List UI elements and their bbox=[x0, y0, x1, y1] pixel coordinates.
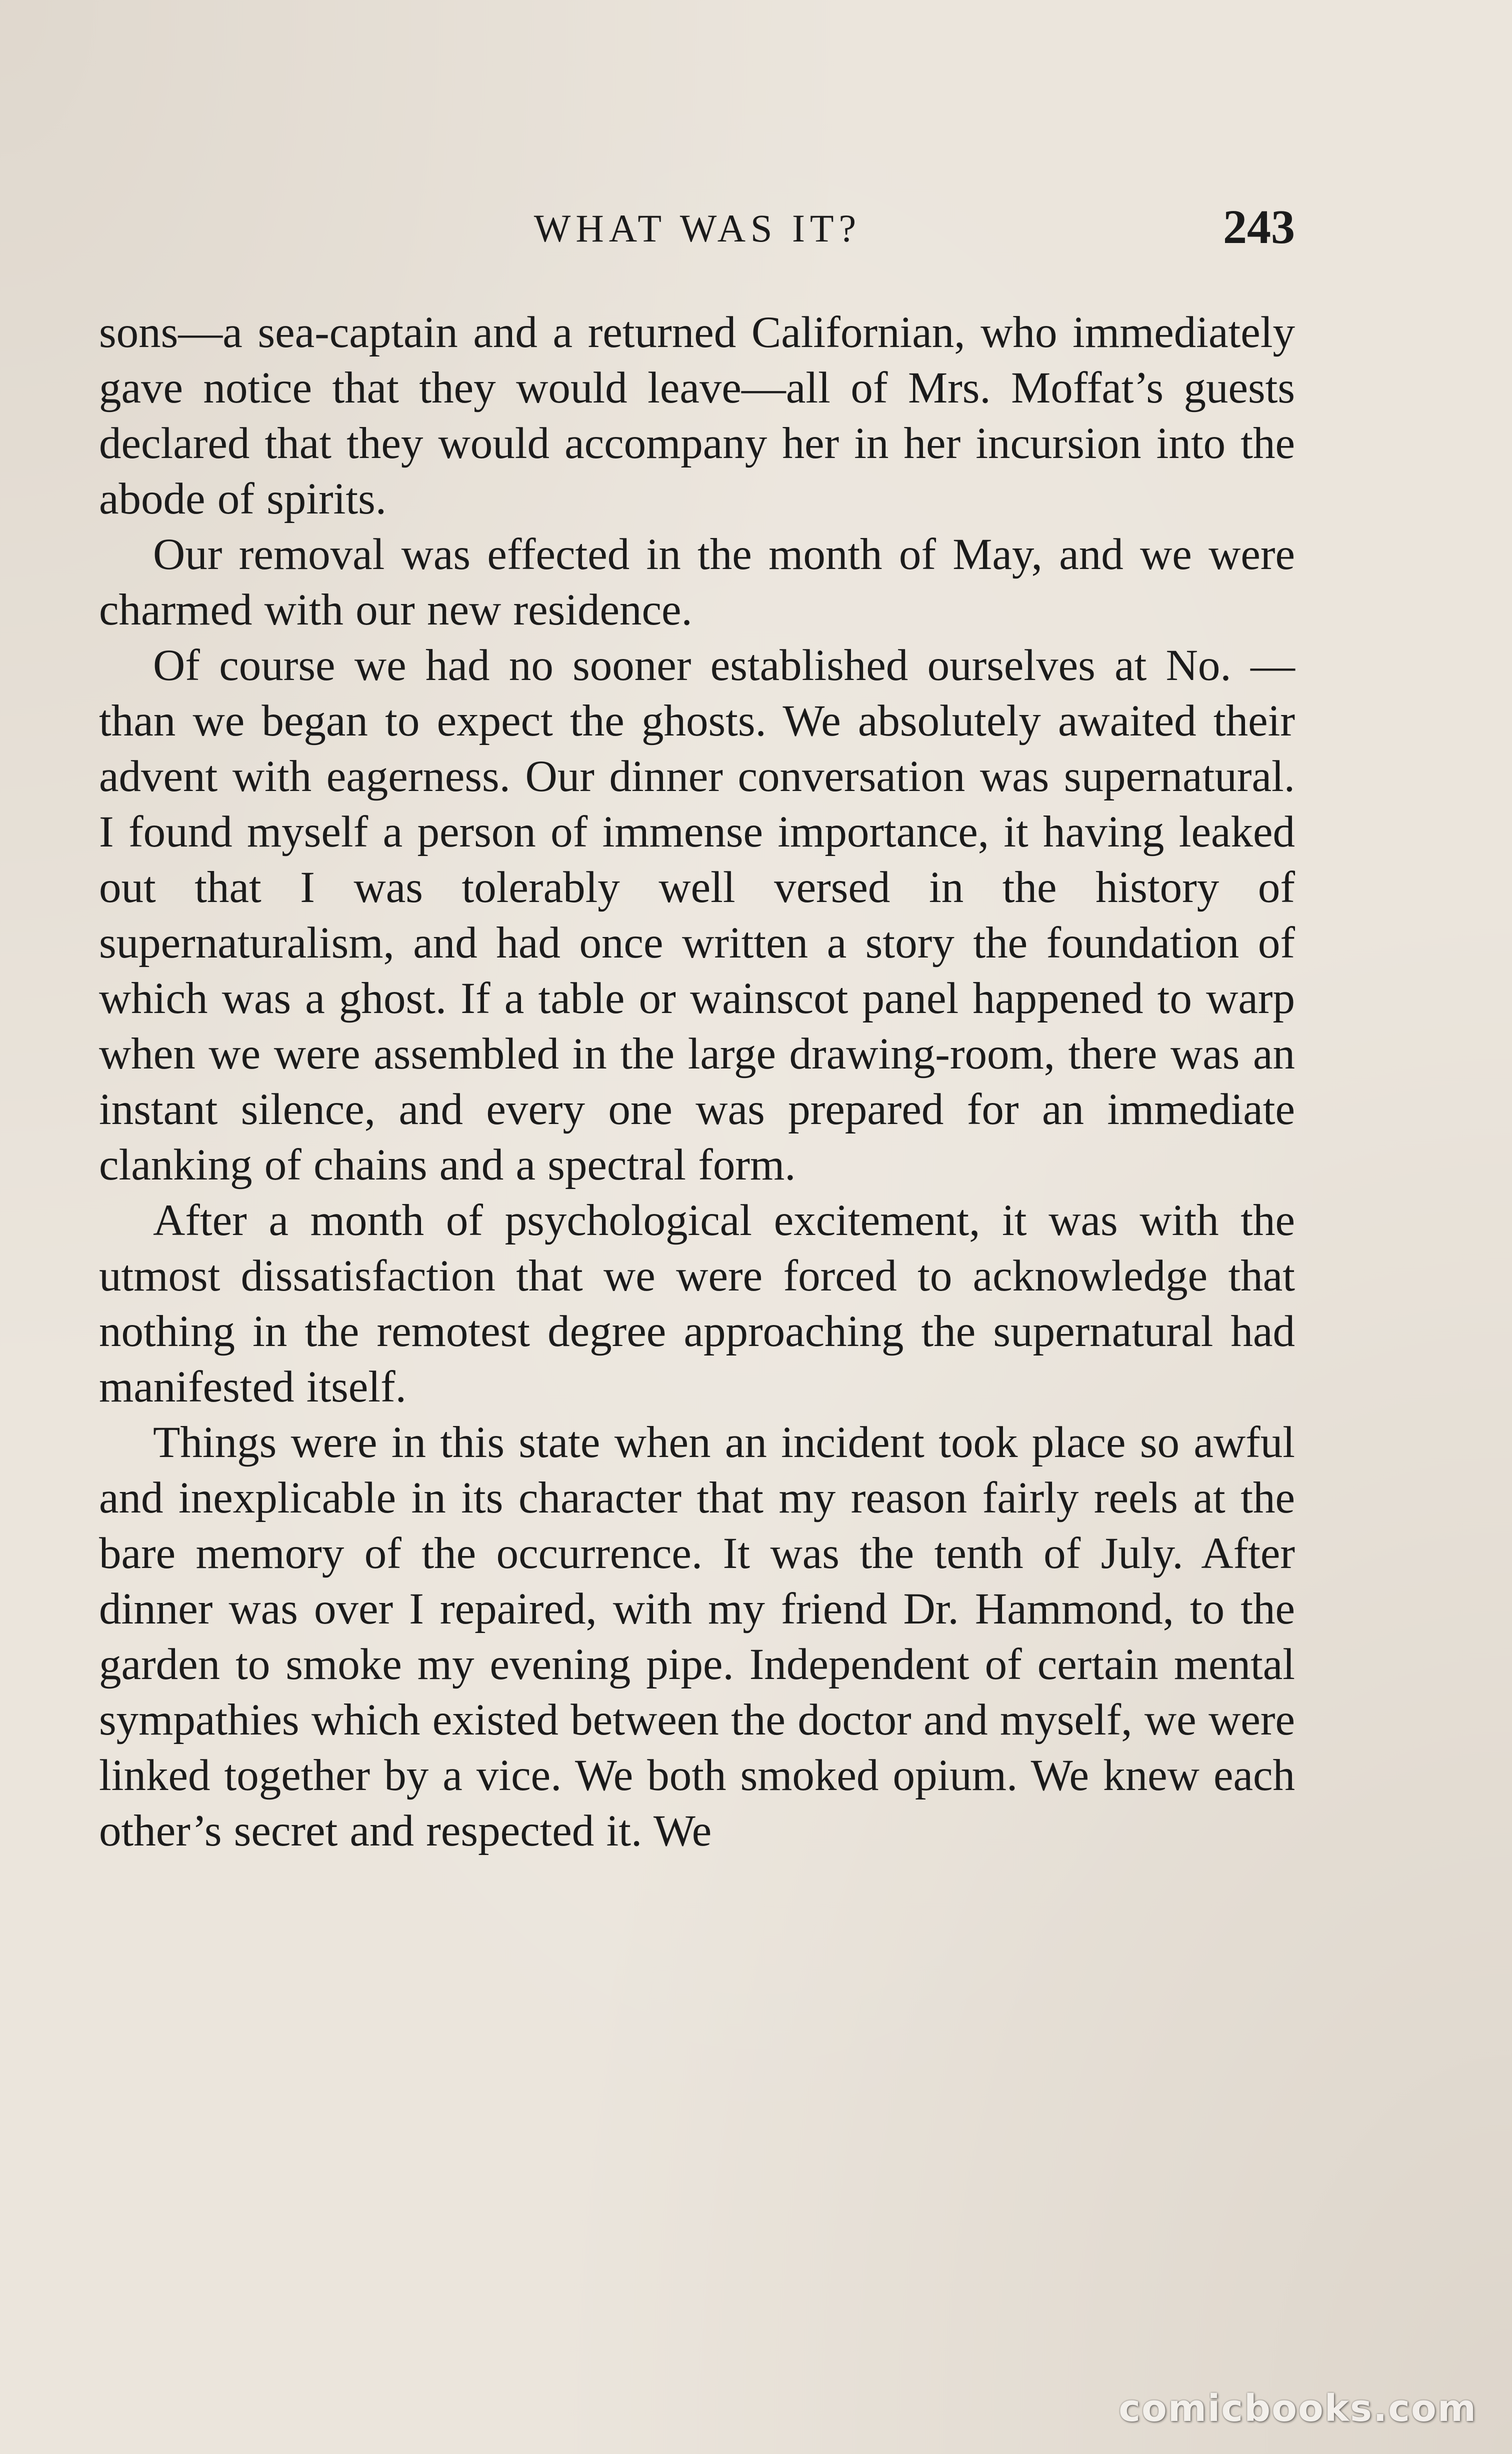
paragraph: Our removal was effected in the month of May, and we were charmed with our new residence. bbox=[99, 530, 1295, 634]
chapter-title: WHAT WAS IT? bbox=[534, 206, 862, 250]
paragraph: Things were in this state when an incident took place so awful and inexplicable in its character that my reason fairly reels at the bare memory of the occurrence. It was the tenth of July. After dinner was over I repaired, with my friend Dr. Hammond, to the garden to smoke my evening pipe. Independent of certain mental sympathies which existed between the doctor and myself, we were linked together by a vice. We both smoked opium. We knew each other’s secret and respected it. We bbox=[99, 1418, 1295, 1856]
paragraph: Of course we had no sooner established ourselves at No. — than we began to expect the ghosts. We absolutely awaited their advent with eagerness. Our dinner conversation was supernatural. I found myself a person of immense importance, it having leaked out that I was tolerably well versed in the history of supernaturalism, and had once written a story the foundation of which was a ghost. If a table or wainscot panel happened to warp when we were assembled in the large drawing-room, there was an instant silence, and every one was prepared for an immediate clanking of chains and a spectral form. bbox=[99, 641, 1295, 1190]
paragraph-continued: sons—a sea-captain and a returned Californian, who immediately gave notice that they would leave—all of Mrs. Moffat’s guests declared that they would accompany her in her incursion into the abode of spirits. bbox=[99, 308, 1295, 524]
body-text bbox=[99, 305, 1295, 1859]
watermark: comicbooks.com bbox=[1118, 2387, 1477, 2430]
page-number: 243 bbox=[1223, 200, 1295, 254]
running-head bbox=[100, 196, 1295, 261]
paragraph: After a month of psychological excitement, it was with the utmost dissatisfaction that we were forced to acknowledge that nothing in the remotest degree approaching the supernatural had manifested itself. bbox=[99, 1196, 1295, 1412]
